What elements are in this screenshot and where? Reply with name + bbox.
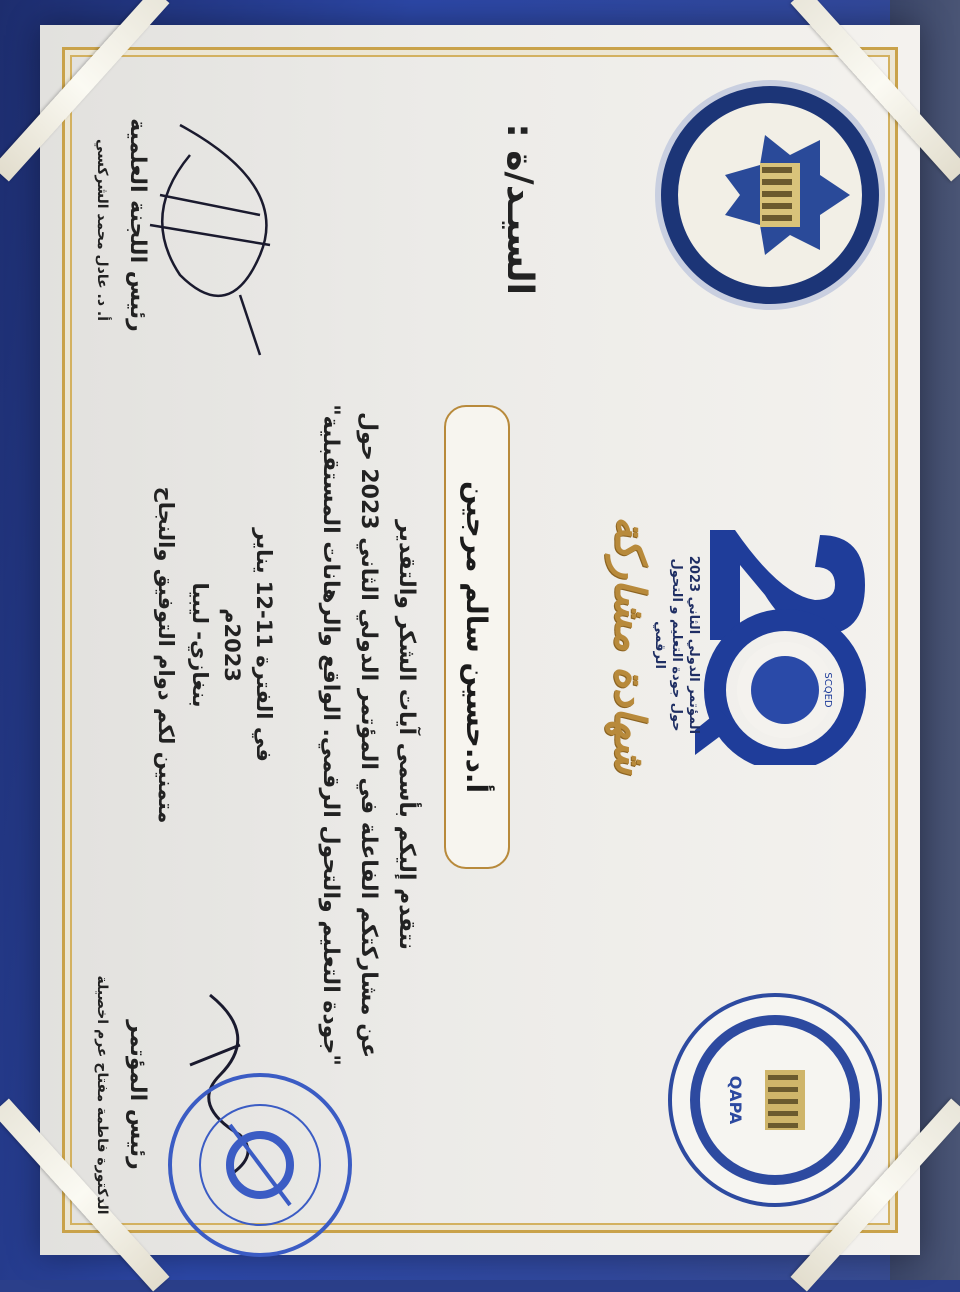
left-signatory-name: الدكتورة فاطمة مفتاح عرم اخصيلة [94,975,110,1215]
date-line-1: في الفترة 11-12 يناير 2023م [220,528,276,762]
qapa-logo-icon [660,985,890,1215]
body-line-1: نتقدم إليكم بأسمى آيات الشكر والتقدير [394,520,419,950]
conference-title: المؤتمر الدولي الثاني 2023 حول جودة التعليم و التحول الرقمي [652,555,701,735]
conference-20-logo-icon [680,515,880,765]
right-signatory-title: رئيس اللجنة العلمية [125,118,150,332]
body-line-3: "جودة التعليم والتحول الرقمي. الواقع والرهانات المستقبلية" [318,404,343,1066]
date-line-2: بنغازي- ليبيا [188,582,212,708]
qapa-logo-text: QAPA [726,1075,745,1125]
certificate-stage [40,25,920,1255]
signature-icon [140,95,300,385]
body-line-2: عن مشاركتكم الفاعلة في المؤتمر الدولي الثاني 2023 حول [356,411,381,1059]
wish-line: متمنين لكم دوام التوفيق والنجاح [154,486,178,824]
university-year: 1955 [686,177,702,213]
date-block [184,495,280,795]
official-stamp-icon [160,1065,360,1265]
certificate-body [311,345,425,1125]
certificate-title: شهادة مشاركة [606,515,655,775]
recipient-label: السيـد/ة : [499,123,540,295]
university-seal-icon [650,75,890,315]
logo-20-text: SCQED [822,672,833,708]
left-signatory-title: رئيس المؤتمر [125,1020,150,1170]
recipient-name: أ.د.حسين سالم مرجين [444,405,510,869]
right-signatory-name: أ. د. عادل محمد الشركسي [94,138,110,322]
